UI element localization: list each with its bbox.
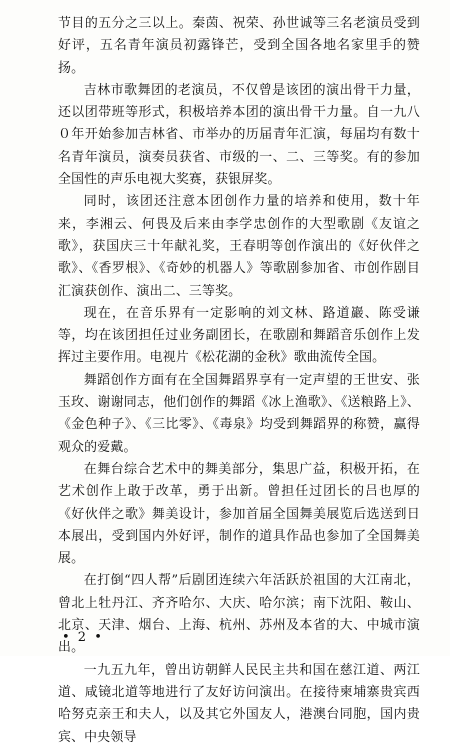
paragraph-1: 节目的五分之三以上。秦茵、祝荣、孙世诚等三名老演员受到好评，五名青年演员初露锋芒，受到全国各地名家里手的赞扬。 bbox=[58, 16, 420, 76]
paragraph-6: 在舞台综合艺术中的舞美部分，集思广益，积极开拓，在艺术创作上敢于改革，勇于出新。曾担任过团长的吕也厚的《好伙伴之歌》舞美设计，参加首届全国舞美展览后选送到日本展出，受到国内外好评，制作的道具作品也参加了全国舞美展。 bbox=[58, 461, 420, 567]
paragraph-5: 舞蹈创作方面有在全国舞蹈界享有一定声望的王世安、张玉玫、谢谢同志，他们创作的舞蹈《冰上渔歌》、《送粮路上》、《金色种子》、《三比零》、《毒泉》均受到舞蹈界的称赞，赢得观众的爱戴。 bbox=[58, 372, 420, 455]
page-number: • 2 • bbox=[62, 630, 104, 645]
paragraph-4: 现在，在音乐界有一定影响的刘文林、路道巖、陈受谦等，均在该团担任过业务副团长，在歌剧和舞蹈音乐创作上发挥过主要作用。电视片《松花湖的金秋》歌曲流传全国。 bbox=[58, 305, 420, 366]
paragraph-7: 在打倒“四人帮”后剧团连续六年活跃於祖国的大江南北，曾北上牡丹江、齐齐哈尔、大庆、哈尔滨；南下沈阳、鞍山、北京、天津、烟台、上海、杭州、苏州及本省的大、中城市演出。 bbox=[58, 573, 420, 656]
paragraph-3: 同时，该团还注意本团创作力量的培养和使用，数十年来，李湘云、何畏及后来由李学忠创作的大型歌剧《友谊之歌》，获国庆三十年献礼奖，王春明等创作演出的《好伙伴之歌》、《香罗根》、《奇妙的机器人》等歌剧参加省、市创作剧目汇演获创作、演出二、三等奖。 bbox=[58, 194, 420, 299]
paragraph-2: 吉林市歌舞团的老演员，不仅曾是该团的演出骨干力量，还以团带班等形式，积极培养本团的演出骨干力量。自一九八０年开始参加吉林省、市举办的历届青年汇演，每届均有数十名青年演员，演奏员获省、市级的一、二、三等奖。有的参加全国性的声乐电视大奖赛，获银屏奖。 bbox=[58, 82, 420, 188]
paragraph-8: 一九五九年，曾出访朝鲜人民民主共和国在慈江道、两江道、咸镜北道等地进行了友好访问演出。在接待柬埔寨贵宾西哈努克亲王和夫人，以及其它外国友人，港澳台同胞，国内贵宾、中央领导 bbox=[58, 662, 420, 745]
body-text bbox=[58, 13, 420, 749]
